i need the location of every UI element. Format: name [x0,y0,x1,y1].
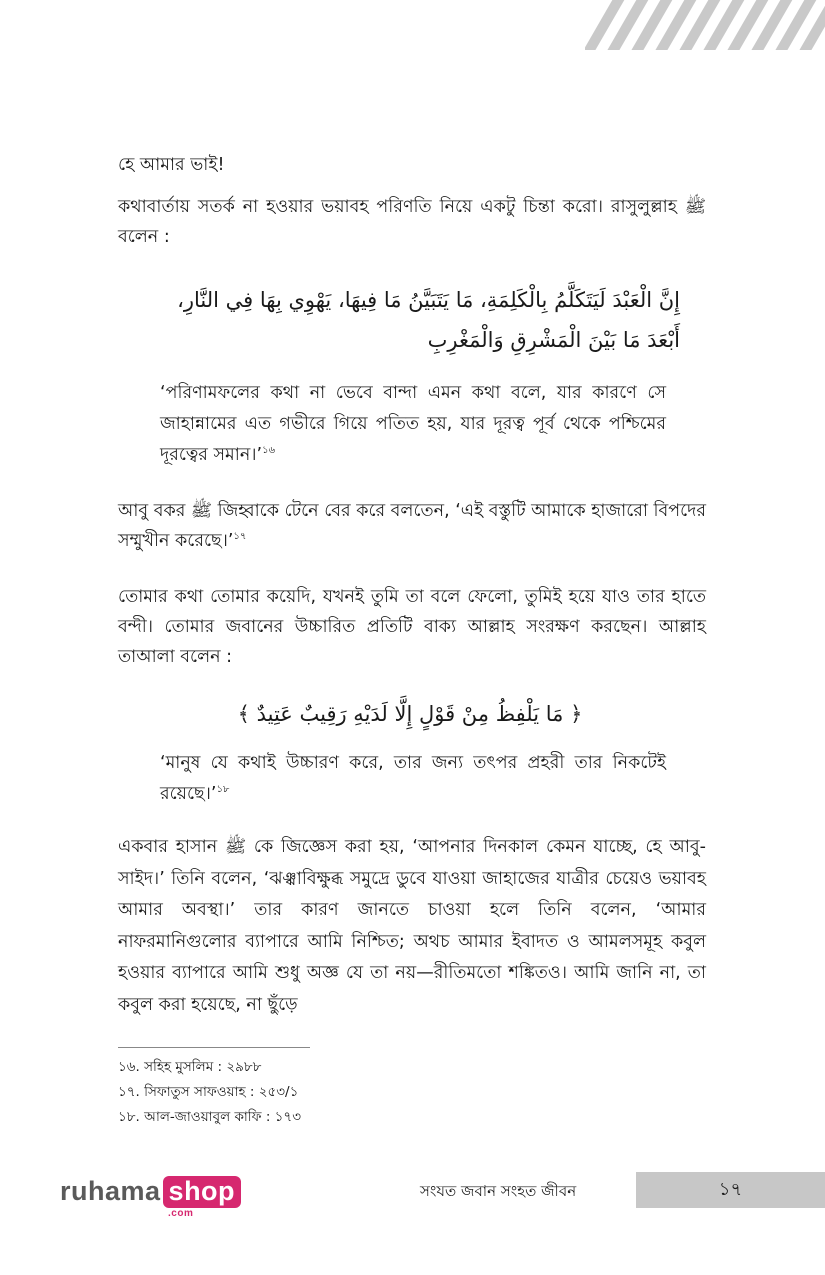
arabic-hadith [140,280,680,360]
footnote-16: ১৬. সহিহ মুসলিম : ২৯৮৮ [118,1059,262,1075]
arabic-hadith-line1: إِنَّ الْعَبْدَ لَيَتَكَلَّمُ بِالْكَلِمَةِ، مَا يَتَبَيَّنُ مَا فِيهَا، يَهْوِي بِهَا فِي النَّارِ، [177,288,680,312]
footnote-18: ১৮. আল-জাওয়াবুল কাফি : ১৭৩ [118,1109,301,1125]
greeting: হে আমার ভাই! [118,155,225,175]
paragraph-intro: কথাবার্তায় সতর্ক না হওয়ার ভয়াবহ পরিণতি নিয়ে একটু চিন্তা করো। রাসুলুল্লাহ ﷺ বলেন : [118,197,706,247]
paragraph-hasan: একবার হাসান ﷺ কে জিজ্ঞেস করা হয়, ‘আপনার দিনকাল কেমন যাচ্ছে, হে আবু-সাইদ।’ তিনি বলেন, ‘ঝঞ্ঝাবিক্ষুব্ধ সমুদ্রে ডুবে যাওয়া জাহাজের যাত্রীর চেয়েও ভয়াবহ আমার অবস্থা।’ তার কারণ জানতে চাওয়া হলে তিনি বলেন, ‘আমার নাফরমানিগুলোর ব্যাপারে আমি নিশ্চিত; অথচ আমার ইবাদত ও আমলসমূহ কবুল হওয়ার ব্যাপারে আমি শুধু অজ্ঞ যে তা নয়—রীতিমতো শঙ্কিতও। আমি জানি না, তা কবুল করা হয়েছে, না ছুঁড়ে [118,837,706,1015]
logo-main-text: ruhama [60,1176,161,1206]
paragraph-abu-bakr [118,496,706,556]
running-title: সংযত জবান সংহত জীবন [420,1182,577,1200]
quote2-text: ‘মানুষ যে কথাই উচ্চারণ করে, তার জন্য তৎপর প্রহরী তার নিকটেই রয়েছে।’ [160,753,666,804]
arabic-quran-verse: ﴿ مَا يَلْفِظُ مِنْ قَوْلٍ إِلَّا لَدَيْهِ رَقِيبٌ عَتِيدٌ ﴾ [237,702,583,726]
quote1-text: ‘পরিণামফলের কথা না ভেবে বান্দা এমন কথা বলে, যার কারণে সে জাহান্নামের এত গভীরে গিয়ে পতিত হয়, যার দূরত্ব পূর্ব থেকে পশ্চিমের দূরত্বের সমান।’ [160,383,666,465]
footnote-divider [118,1047,310,1048]
paragraph-speech-captive: তোমার কথা তোমার কয়েদি, যখনই তুমি তা বলে ফেলো, তুমিই হয়ে যাও তার হাতে বন্দী। তোমার জবানের উচ্চারিত প্রতিটি বাক্য আল্লাহ সংরক্ষণ করছেন। আল্লাহ তাআলা বলেন : [118,587,706,667]
page-number-bar [636,1172,825,1208]
quote-verse-translation [160,748,666,810]
footnote-ref-17: ১৭ [233,531,247,543]
footnote-ref-18: ১৮ [216,784,230,796]
footnote-ref-16: ১৬ [262,445,276,457]
page-number: ১৭ [718,1179,743,1200]
header-stripes [585,0,825,50]
quote-hadith-translation [160,378,666,471]
ruhamashop-logo [60,1176,241,1219]
logo-shop-badge: shop [163,1176,242,1208]
logo-com-text: .com [168,1208,194,1219]
footnote-17: ১৭. সিফাতুস সাফওয়াহ : ২৫৩/১ [118,1084,299,1100]
arabic-hadith-line2: أَبْعَدَ مَا بَيْنَ الْمَشْرِقِ وَالْمَغْرِبِ [427,328,680,352]
p3-text: আবু বকর ﷺ জিহ্বাকে টেনে বের করে বলতেন, ‘এই বস্তুটি আমাকে হাজারো বিপদের সম্মুখীন করেছে।’ [118,501,706,551]
